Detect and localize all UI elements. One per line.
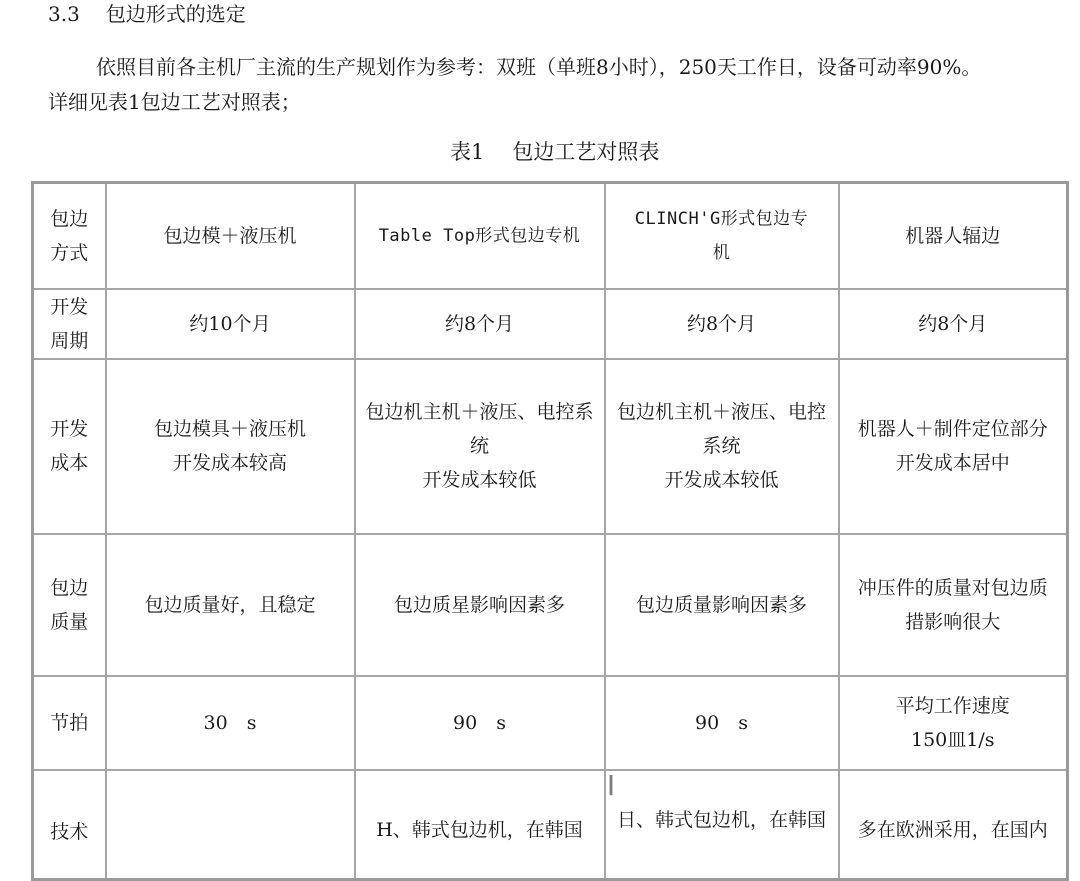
label-line: 周期 [50, 329, 89, 352]
cell-line: 包边机主机＋液压、电控 [616, 401, 826, 423]
table-row-quality [33, 534, 1068, 676]
label-line: 开发 [50, 295, 89, 318]
cell-line: 约8个月 [444, 312, 515, 335]
table-cell [355, 676, 605, 770]
table-cell [106, 534, 355, 676]
cell-line: 系统 [702, 435, 741, 457]
cell-line: 包边模＋液压机 [163, 224, 297, 247]
cell-line: 机器人辐边 [905, 224, 1001, 247]
table-cell [355, 359, 605, 534]
table-cell [355, 534, 605, 676]
table-cell [605, 676, 839, 770]
table-cell [839, 534, 1068, 676]
label-line: 方式 [50, 241, 89, 264]
label-line: 成本 [50, 452, 89, 474]
section-heading [48, 1, 246, 27]
cell-line: 包边模具＋液压机 [153, 418, 306, 440]
table-row-method [33, 183, 1068, 289]
row-label-dev-cycle [33, 289, 106, 359]
cell-line: H、韩式包边机，在韩国 [376, 819, 583, 842]
table-cell [355, 183, 605, 289]
table-cell [839, 289, 1068, 359]
table-cell [605, 289, 839, 359]
label-line: 技术 [50, 821, 89, 844]
row-label-quality [33, 534, 106, 676]
row-label-takt [33, 676, 106, 770]
table-cell [106, 289, 355, 359]
cell-line: 包边质量好，且稳定 [144, 593, 316, 616]
cell-line: 包边质星影响因素多 [393, 593, 565, 616]
table-row-dev-cycle [33, 289, 1068, 359]
cell-line: 机 [712, 242, 731, 263]
cell-line: 开发成本居中 [895, 452, 1010, 474]
label-line: 开发 [50, 418, 89, 440]
cell-line: Table Top形式包边专机 [378, 225, 581, 246]
cell-line: 包边质量影响因素多 [635, 593, 807, 616]
table-caption-number: 表1 [450, 140, 485, 164]
comparison-table-wrapper [31, 181, 1066, 881]
table-caption [450, 138, 659, 166]
row-label-dev-cost [33, 359, 106, 534]
table-cell [839, 359, 1068, 534]
comparison-table [31, 181, 1069, 881]
body-paragraph-line-2: 详细见表1包边工艺对照表； [48, 90, 301, 114]
cell-line: 开发成本较低 [422, 469, 537, 491]
table-cell [106, 183, 355, 289]
table-cell [106, 359, 355, 534]
cell-line: 开发成本较高 [172, 452, 287, 474]
label-line: 质量 [50, 610, 89, 633]
table-cell [839, 676, 1068, 770]
row-label-technology [33, 770, 106, 880]
table-row-takt [33, 676, 1068, 770]
cell-line: 30 s [203, 711, 257, 734]
cell-line: 约8个月 [918, 312, 988, 335]
cell-line: 措影响很大 [905, 610, 1001, 633]
cell-line: 冲压件的质量对包边质 [857, 576, 1048, 599]
label-line: 包边 [50, 576, 89, 599]
table-cell [605, 534, 839, 676]
cell-line: 90 s [453, 711, 506, 734]
table-row-dev-cost [33, 359, 1068, 534]
section-title: 包边形式的选定 [105, 2, 246, 26]
cell-line: 统 [469, 435, 489, 457]
cell-line: 约10个月 [189, 312, 271, 335]
table-cell [605, 183, 839, 289]
table-cell [355, 289, 605, 359]
cell-line: 90 s [695, 711, 748, 734]
row-label-method [33, 183, 106, 289]
cell-line: 平均工作速度 [895, 694, 1010, 717]
table-cell [106, 676, 355, 770]
cell-line: 包边机主机＋液压、电控系 [365, 401, 594, 423]
cell-line: 约8个月 [686, 312, 757, 335]
table-cell [839, 770, 1068, 880]
table-cell [355, 770, 605, 880]
section-number: 3.3 [48, 2, 80, 26]
label-line: 节拍 [50, 711, 89, 734]
table-caption-title: 包边工艺对照表 [512, 140, 660, 164]
table-cell [605, 359, 839, 534]
cell-line: 机器人＋制件定位部分 [857, 418, 1048, 440]
label-line: 包边 [50, 207, 89, 230]
text-cursor-icon: I [606, 769, 616, 802]
body-paragraph-line-1: 依照目前各主机厂主流的生产规划作为参考：双班（单班8小时），250天工作日，设备可动率90%。 [96, 55, 982, 79]
table-cell [106, 770, 355, 880]
table-cell [605, 770, 839, 880]
cell-line: 150皿1/s [910, 728, 995, 751]
table-row-technology [33, 770, 1068, 880]
cell-line: 多在欧洲采用，在国内 [857, 819, 1048, 842]
cell-line: 开发成本较低 [664, 469, 779, 491]
cell-line: 日、韩式包边机，在韩国 [616, 809, 826, 832]
table-cell [839, 183, 1068, 289]
cell-line: CLINCH'G形式包边专 [634, 208, 809, 229]
